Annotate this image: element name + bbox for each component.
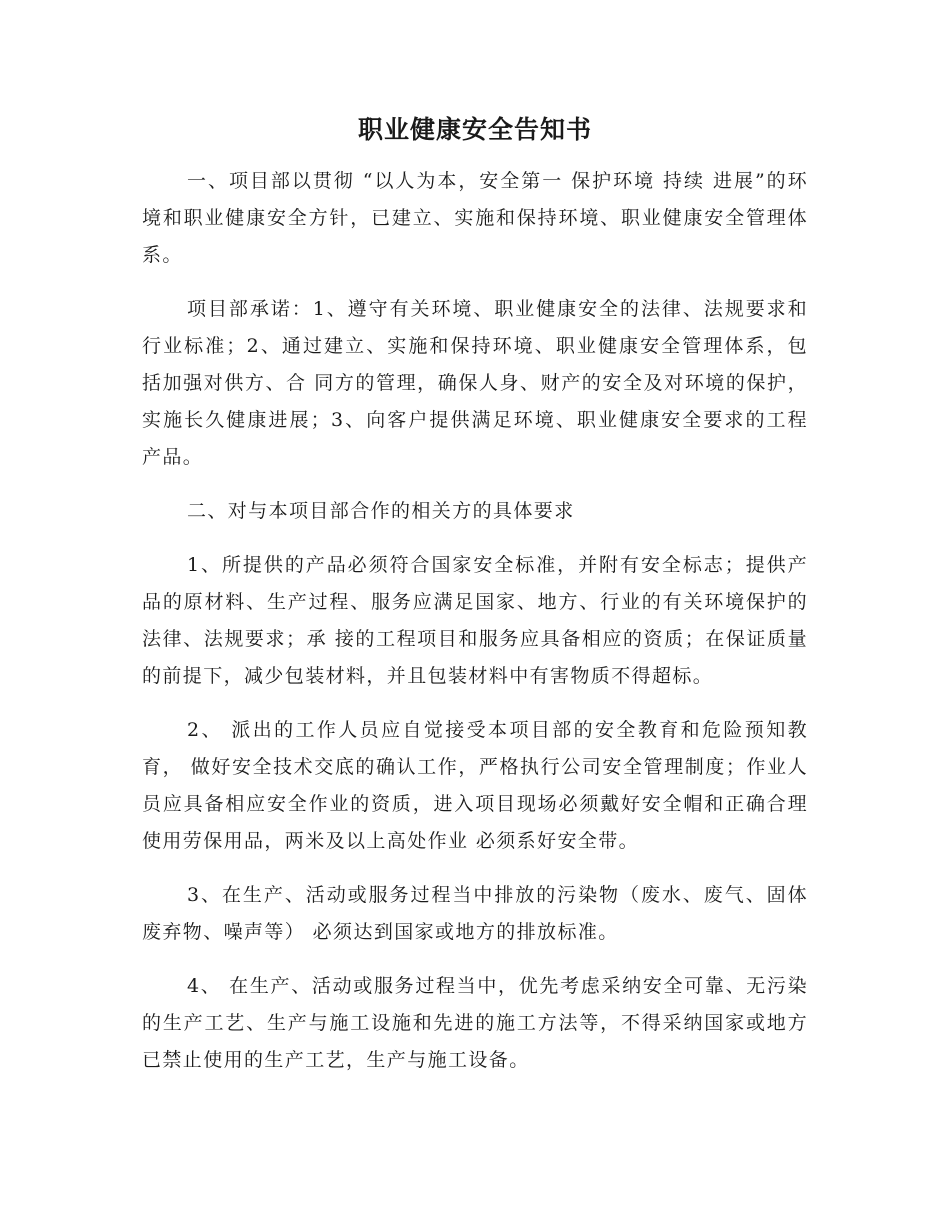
- paragraph-requirement-4: 4、 在生产、活动或服务过程当中，优先考虑采纳安全可靠、无污染的生产工艺、生产与施工设施和先进的施工方法等，不得采纳国家或地方已禁止使用的生产工艺，生产与施工设备。: [142, 975, 808, 1071]
- section-heading-requirements: 二、对与本项目部合作的相关方的具体要求: [187, 500, 575, 522]
- document-body: [142, 163, 808, 1096]
- paragraph-policy: 一、项目部以贯彻 “以人为本，安全第一 保护环境 持续 进展”的环境和职业健康安全方针，已建立、实施和保持环境、职业健康安全管理体系。: [142, 170, 808, 266]
- paragraph-requirement-2: 2、 派出的工作人员应自觉接受本项目部的安全教育和危险预知教育， 做好安全技术交底的确认工作，严格执行公司安全管理制度；作业人员应具备相应安全作业的资质，进入项目现场必须戴好安全帽和正确合理使用劳保用品，两米及以上高处作业 必须系好安全带。: [142, 719, 808, 852]
- paragraph-commitment: 项目部承诺：1、遵守有关环境、职业健康安全的法律、法规要求和行业标准；2、通过建立、实施和保持环境、职业健康安全管理体系，包括加强对供方、合 同方的管理，确保人身、财产的安全及对环境的保护，实施长久健康进展；3、向客户提供满足环境、职业健康安全要求的工程产品。: [142, 298, 808, 468]
- paragraph-requirement-1: 1、所提供的产品必须符合国家安全标准，并附有安全标志；提供产品的原材料、生产过程、服务应满足国家、地方、行业的有关环境保护的法律、法规要求；承 接的工程项目和服务应具备相应的资质；在保证质量的前提下，减少包装材料，并且包装材料中有害物质不得超标。: [142, 554, 808, 687]
- paragraph-requirement-3: 3、在生产、活动或服务过程当中排放的污染物（废水、废气、固体废弃物、噪声等） 必须达到国家或地方的排放标准。: [142, 884, 808, 943]
- document-title: 职业健康安全告知书: [357, 115, 592, 144]
